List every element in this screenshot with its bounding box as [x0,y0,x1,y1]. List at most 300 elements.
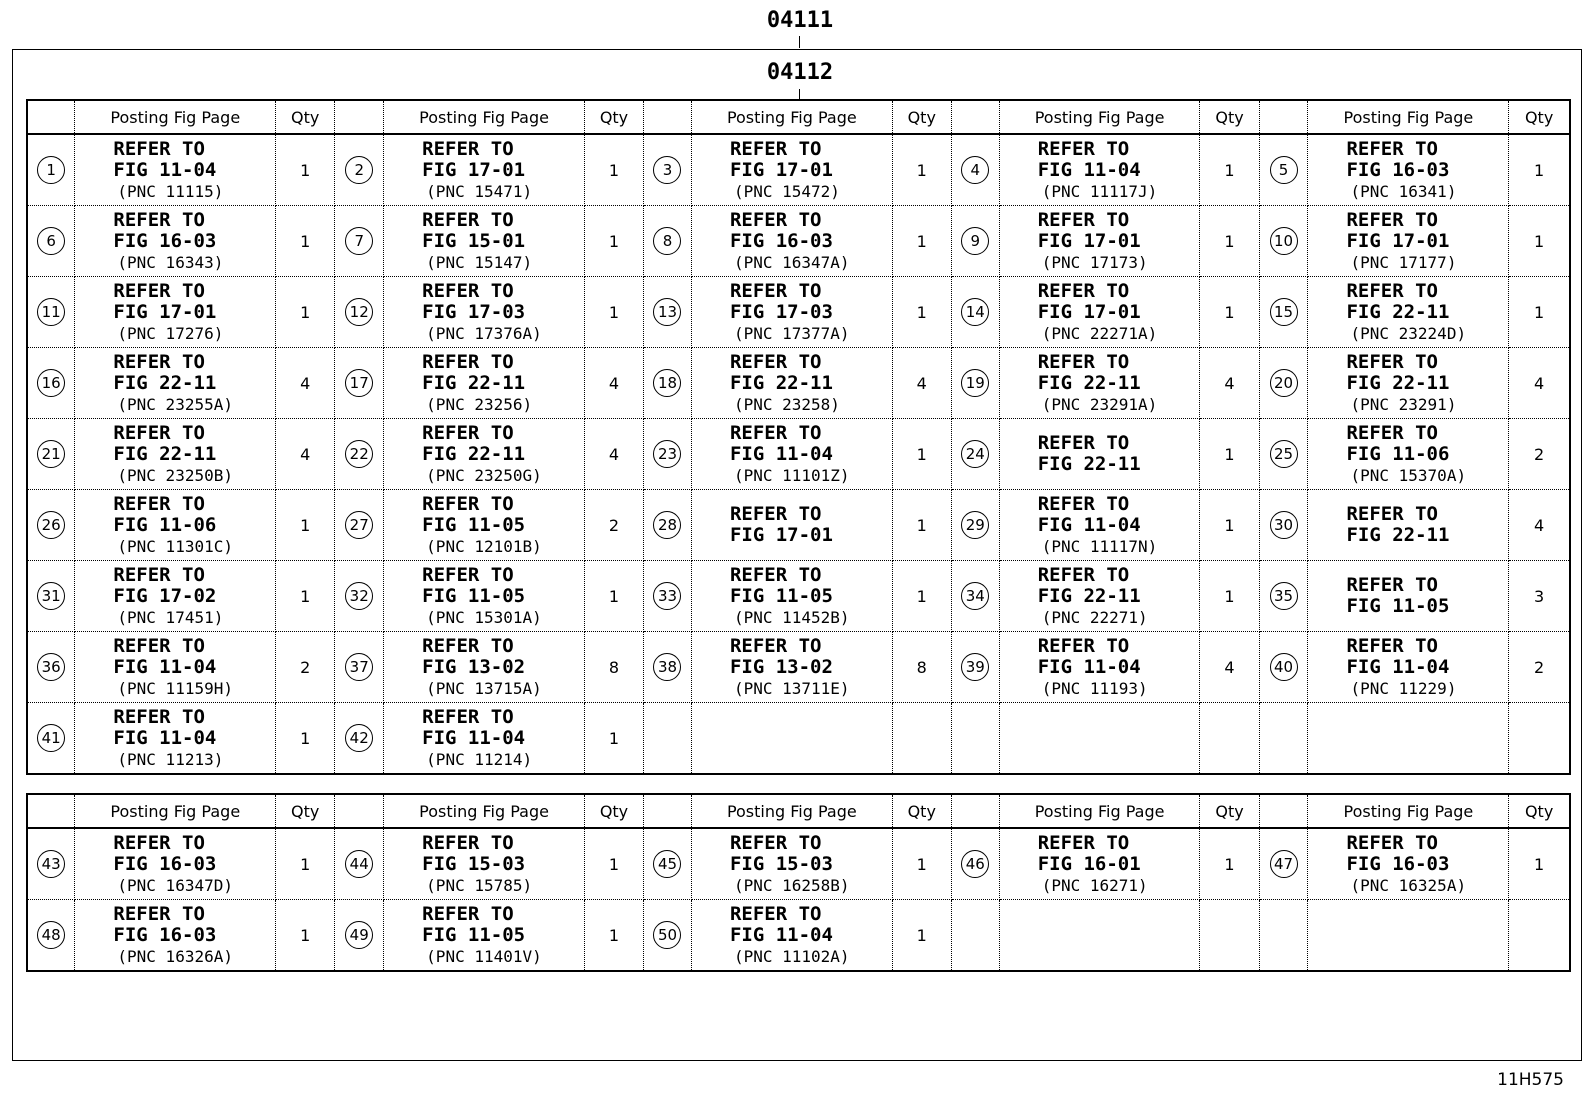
item-number-cell [951,134,999,206]
posting-ref-cell [1308,348,1509,419]
refer-to-label: REFER TO [113,279,205,302]
qty-cell: 1 [276,561,335,632]
figure-reference: FIG 17-01 [422,158,526,181]
refer-to-label: REFER TO [422,902,514,925]
header-qty: Qty [1200,794,1259,828]
qty-cell: 2 [276,632,335,703]
qty-cell: 1 [276,900,335,972]
item-number-cell [1259,419,1308,490]
pnc-reference: (PNC 11301C) [117,536,233,556]
item-number-badge: 12 [345,298,373,326]
figure-reference: FIG 17-01 [113,300,217,323]
figure-reference: FIG 16-03 [1346,852,1450,875]
refer-to-label: REFER TO [113,634,205,657]
pnc-reference: (PNC 11401V) [426,946,542,966]
parts-table-1 [26,99,1571,775]
refer-to-label: REFER TO [113,208,205,231]
refer-to-label: REFER TO [113,492,205,515]
item-number-badge: 30 [1270,511,1298,539]
item-number-badge: 11 [37,298,65,326]
qty-cell: 4 [584,419,643,490]
refer-to-label: REFER TO [422,421,514,444]
item-number-cell [335,561,384,632]
qty-cell: 1 [892,561,951,632]
figure-reference: FIG 17-02 [113,584,217,607]
item-number-badge: 37 [345,653,373,681]
header-posting-fig-page: Posting Fig Page [999,100,1200,134]
qty-cell: 4 [1509,490,1570,561]
refer-to-label: REFER TO [113,563,205,586]
qty-cell: 1 [892,828,951,900]
posting-ref-cell [75,632,276,703]
qty-cell: 1 [276,490,335,561]
item-number-cell [335,490,384,561]
pnc-reference: (PNC 16347D) [117,875,233,895]
posting-ref-cell [691,703,892,775]
item-number-cell [644,561,692,632]
item-number-badge: 23 [653,440,681,468]
figure-reference: FIG 15-01 [422,229,526,252]
posting-ref-cell [75,703,276,775]
qty-cell: 1 [892,900,951,972]
item-number-cell [335,206,384,277]
posting-ref-cell [75,490,276,561]
posting-ref-cell [384,419,585,490]
figure-reference: FIG 11-05 [1346,595,1450,617]
header-qty: Qty [892,100,951,134]
qty-cell: 1 [584,206,643,277]
pnc-reference: (PNC 16325A) [1350,875,1467,895]
item-number-cell [1259,703,1308,775]
figure-reference: FIG 22-11 [113,371,217,394]
posting-ref-cell [384,134,585,206]
parts-table-2 [26,793,1571,972]
item-number-badge: 34 [961,582,989,610]
refer-to-label: REFER TO [729,831,822,854]
header-blank [951,100,999,134]
pnc-reference: (PNC 22271) [1041,607,1148,627]
item-number-badge: 24 [961,440,989,468]
refer-to-label: REFER TO [1037,279,1130,302]
posting-ref-cell [75,134,276,206]
posting-ref-cell [384,348,585,419]
refer-to-label: REFER TO [1037,634,1130,657]
header-posting-fig-page: Posting Fig Page [999,794,1200,828]
pnc-reference: (PNC 23224D) [1350,323,1467,343]
item-number-badge: 39 [961,653,989,681]
refer-to-label: REFER TO [729,137,822,160]
item-number-badge: 15 [1270,298,1298,326]
pnc-reference: (PNC 23250B) [117,465,233,485]
figure-reference: FIG 11-04 [1037,158,1141,181]
qty-cell: 1 [584,561,643,632]
refer-to-label: REFER TO [1037,137,1130,160]
item-number-cell [27,561,75,632]
item-number-cell [335,828,384,900]
item-number-badge: 36 [37,653,65,681]
pnc-reference: (PNC 11115) [117,181,224,201]
figure-reference: FIG 13-02 [729,655,833,678]
figure-reference: FIG 11-05 [422,584,526,607]
refer-to-label: REFER TO [422,705,514,728]
posting-ref-cell [384,561,585,632]
posting-ref-cell [1308,632,1509,703]
pnc-reference: (PNC 17376A) [426,323,542,343]
posting-ref-cell [75,348,276,419]
item-number-cell [951,348,999,419]
pnc-reference: (PNC 11214) [426,749,533,769]
qty-cell: 1 [276,134,335,206]
qty-cell: 1 [1509,206,1570,277]
item-number-cell [1259,134,1308,206]
qty-cell: 1 [1200,134,1259,206]
refer-to-label: REFER TO [113,421,205,444]
refer-to-label: REFER TO [422,208,514,231]
item-number-cell [335,134,384,206]
figure-reference: FIG 22-11 [422,371,526,394]
figure-reference: FIG 11-05 [422,923,526,946]
qty-cell: 1 [276,703,335,775]
posting-ref-cell [999,561,1200,632]
qty-cell: 1 [892,206,951,277]
figure-reference: FIG 11-04 [729,442,833,465]
figure-reference: FIG 15-03 [729,852,833,875]
posting-ref-cell [691,134,892,206]
item-number-cell [951,419,999,490]
item-number-badge: 4 [961,156,989,184]
item-number-badge: 8 [653,227,681,255]
table-row [27,419,1570,490]
figure-reference: FIG 17-01 [1037,300,1141,323]
pnc-reference: (PNC 23258) [733,394,840,414]
item-number-cell [951,828,999,900]
posting-ref-cell [999,134,1200,206]
refer-to-label: REFER TO [113,705,205,728]
qty-cell [1509,900,1570,972]
item-number-cell [27,703,75,775]
figure-reference: FIG 22-11 [1346,371,1450,394]
posting-ref-cell [999,206,1200,277]
item-number-cell [1259,348,1308,419]
item-number-badge: 47 [1270,850,1298,878]
item-number-cell [335,419,384,490]
item-number-cell [27,419,75,490]
header-blank [335,100,384,134]
figure-reference: FIG 11-04 [1346,655,1450,678]
figure-reference: FIG 16-03 [113,923,217,946]
qty-cell: 1 [1509,828,1570,900]
posting-ref-cell [384,632,585,703]
qty-cell: 4 [1509,348,1570,419]
item-number-badge: 50 [653,921,681,949]
item-number-badge: 5 [1270,156,1298,184]
item-number-badge: 49 [345,921,373,949]
item-number-badge: 10 [1270,227,1298,255]
header-posting-fig-page: Posting Fig Page [1308,100,1509,134]
pnc-reference: (PNC 16347A) [733,252,850,272]
item-number-badge: 1 [37,156,65,184]
pnc-reference: (PNC 15471) [426,181,533,201]
pnc-reference: (PNC 11213) [117,749,224,769]
item-number-cell [951,277,999,348]
item-number-badge: 6 [37,227,65,255]
item-number-badge: 21 [37,440,65,468]
qty-cell: 1 [1200,419,1259,490]
item-number-cell [644,134,692,206]
item-number-badge: 33 [653,582,681,610]
posting-ref-cell [1308,134,1509,206]
item-number-badge: 2 [345,156,373,184]
refer-to-label: REFER TO [1346,137,1438,160]
qty-cell [1200,900,1259,972]
figure-reference: FIG 11-04 [1037,513,1141,536]
pnc-reference: (PNC 16341) [1350,181,1457,201]
table-row [27,561,1570,632]
qty-cell: 8 [584,632,643,703]
refer-to-label: REFER TO [422,634,514,657]
pnc-reference: (PNC 11193) [1041,678,1148,698]
qty-cell: 2 [1509,632,1570,703]
refer-to-label: REFER TO [729,563,822,586]
item-number-cell [644,828,692,900]
table-row [27,134,1570,206]
pnc-reference: (PNC 16343) [117,252,224,272]
item-number-badge: 7 [345,227,373,255]
posting-ref-cell [384,490,585,561]
header-qty: Qty [584,100,643,134]
posting-ref-cell [1308,277,1509,348]
refer-to-label: REFER TO [1346,503,1438,525]
posting-ref-cell [384,277,585,348]
item-number-badge: 46 [961,850,989,878]
posting-ref-cell [691,277,892,348]
figure-reference: FIG 15-03 [422,852,526,875]
figure-reference: FIG 22-11 [1037,371,1141,394]
item-number-cell [335,632,384,703]
qty-cell [1200,703,1259,775]
figure-reference: FIG 11-05 [729,584,833,607]
qty-cell: 1 [1200,277,1259,348]
figure-reference: FIG 17-01 [1037,229,1141,252]
posting-ref-cell [75,828,276,900]
refer-to-label: REFER TO [422,350,514,373]
qty-cell: 1 [1200,561,1259,632]
refer-to-label: REFER TO [729,902,822,925]
posting-ref-cell [1308,703,1509,775]
refer-to-label: REFER TO [1346,279,1438,302]
qty-cell: 1 [584,277,643,348]
pnc-reference: (PNC 11452B) [733,607,850,627]
refer-to-label: REFER TO [1037,432,1130,454]
header-posting-fig-page: Posting Fig Page [1308,794,1509,828]
header-qty: Qty [276,794,335,828]
posting-ref-cell [384,206,585,277]
qty-cell: 1 [584,703,643,775]
header-blank [951,794,999,828]
table-row [27,703,1570,775]
figure-reference: FIG 13-02 [422,655,526,678]
posting-ref-cell [75,561,276,632]
item-number-badge: 28 [653,511,681,539]
pnc-reference: (PNC 23250G) [426,465,542,485]
item-number-badge: 9 [961,227,989,255]
refer-to-label: REFER TO [729,208,822,231]
header-qty: Qty [276,100,335,134]
pnc-reference: (PNC 23291A) [1041,394,1158,414]
item-number-cell [951,490,999,561]
qty-cell: 1 [892,419,951,490]
figure-reference: FIG 22-11 [1346,524,1450,546]
posting-ref-cell [999,828,1200,900]
pnc-reference: (PNC 15785) [426,875,533,895]
item-number-badge: 17 [345,369,373,397]
posting-ref-cell [1308,828,1509,900]
sub-assembly-code: 04112 [766,60,834,85]
figure-reference: FIG 16-03 [729,229,833,252]
refer-to-label: REFER TO [729,350,822,373]
qty-cell: 1 [584,134,643,206]
figure-reference: FIG 11-06 [1346,442,1450,465]
pnc-reference: (PNC 23256) [426,394,533,414]
refer-to-label: REFER TO [422,279,514,302]
illustration-code: 11H575 [1497,1070,1564,1090]
refer-to-label: REFER TO [1037,492,1130,515]
refer-to-label: REFER TO [729,279,822,302]
item-number-badge: 44 [345,850,373,878]
pnc-reference: (PNC 11102A) [733,946,850,966]
pnc-reference: (PNC 16271) [1041,875,1148,895]
figure-reference: FIG 11-04 [113,158,217,181]
pnc-reference: (PNC 15370A) [1350,465,1467,485]
item-number-badge: 13 [653,298,681,326]
leader-line [799,36,800,48]
posting-ref-cell [75,900,276,972]
qty-cell: 1 [276,206,335,277]
item-number-cell [27,348,75,419]
pnc-reference: (PNC 22271A) [1041,323,1158,343]
item-number-cell [1259,828,1308,900]
pnc-reference: (PNC 15472) [733,181,840,201]
qty-cell: 1 [276,828,335,900]
table-row [27,632,1570,703]
header-posting-fig-page: Posting Fig Page [691,794,892,828]
header-blank [1259,100,1308,134]
item-number-cell [1259,561,1308,632]
figure-reference: FIG 22-11 [729,371,833,394]
item-number-cell [951,703,999,775]
item-number-badge: 41 [37,724,65,752]
refer-to-label: REFER TO [1346,208,1438,231]
pnc-reference: (PNC 17451) [117,607,224,627]
item-number-cell [1259,277,1308,348]
header-posting-fig-page: Posting Fig Page [691,100,892,134]
pnc-reference: (PNC 11117N) [1041,536,1158,556]
pnc-reference: (PNC 13715A) [426,678,542,698]
item-number-cell [644,348,692,419]
item-number-badge: 18 [653,369,681,397]
pnc-reference: (PNC 23291) [1350,394,1457,414]
posting-ref-cell [999,348,1200,419]
item-number-badge: 45 [653,850,681,878]
item-number-cell [335,348,384,419]
refer-to-label: REFER TO [113,350,205,373]
refer-to-label: REFER TO [1037,350,1130,373]
item-number-badge: 31 [37,582,65,610]
figure-reference: FIG 17-01 [729,158,833,181]
figure-reference: FIG 17-01 [729,524,833,546]
refer-to-label: REFER TO [1037,563,1130,586]
item-number-badge: 38 [653,653,681,681]
header-qty: Qty [1509,794,1570,828]
figure-reference: FIG 17-03 [729,300,833,323]
item-number-cell [951,561,999,632]
posting-ref-cell [691,632,892,703]
posting-ref-cell [691,490,892,561]
item-number-cell [951,900,999,972]
item-number-badge: 20 [1270,369,1298,397]
posting-ref-cell [1308,900,1509,972]
posting-ref-cell [999,277,1200,348]
item-number-cell [644,206,692,277]
posting-ref-cell [999,632,1200,703]
header-blank [1259,794,1308,828]
pnc-reference: (PNC 15301A) [426,607,542,627]
item-number-cell [27,828,75,900]
pnc-reference: (PNC 11101Z) [733,465,850,485]
pnc-reference: (PNC 17173) [1041,252,1148,272]
item-number-cell [644,703,692,775]
qty-cell: 1 [1509,277,1570,348]
header-blank [644,100,692,134]
figure-reference: FIG 11-04 [113,726,217,749]
item-number-badge: 40 [1270,653,1298,681]
assembly-code: 04111 [766,8,834,33]
posting-ref-cell [1308,490,1509,561]
pnc-reference: (PNC 11229) [1350,678,1457,698]
qty-cell [892,703,951,775]
item-number-badge: 19 [961,369,989,397]
item-number-cell [1259,206,1308,277]
item-number-cell [1259,632,1308,703]
pnc-reference: (PNC 17377A) [733,323,850,343]
posting-ref-cell [1308,561,1509,632]
table-row [27,348,1570,419]
refer-to-label: REFER TO [729,634,822,657]
figure-reference: FIG 11-04 [1037,655,1141,678]
item-number-badge: 26 [37,511,65,539]
refer-to-label: REFER TO [113,831,205,854]
item-number-cell [951,632,999,703]
item-number-cell [644,900,692,972]
item-number-badge: 14 [961,298,989,326]
header-qty: Qty [1509,100,1570,134]
qty-cell: 4 [276,348,335,419]
qty-cell: 2 [584,490,643,561]
header-blank [644,794,692,828]
pnc-reference: (PNC 15147) [426,252,533,272]
figure-reference: FIG 16-03 [113,229,217,252]
item-number-cell [27,134,75,206]
pnc-reference: (PNC 13711E) [733,678,850,698]
qty-cell: 1 [1200,828,1259,900]
pnc-reference: (PNC 16326A) [117,946,233,966]
qty-cell: 4 [1200,632,1259,703]
header-posting-fig-page: Posting Fig Page [75,794,276,828]
figure-reference: FIG 11-04 [729,923,833,946]
header-blank [27,794,75,828]
item-number-cell [27,206,75,277]
header-qty: Qty [892,794,951,828]
